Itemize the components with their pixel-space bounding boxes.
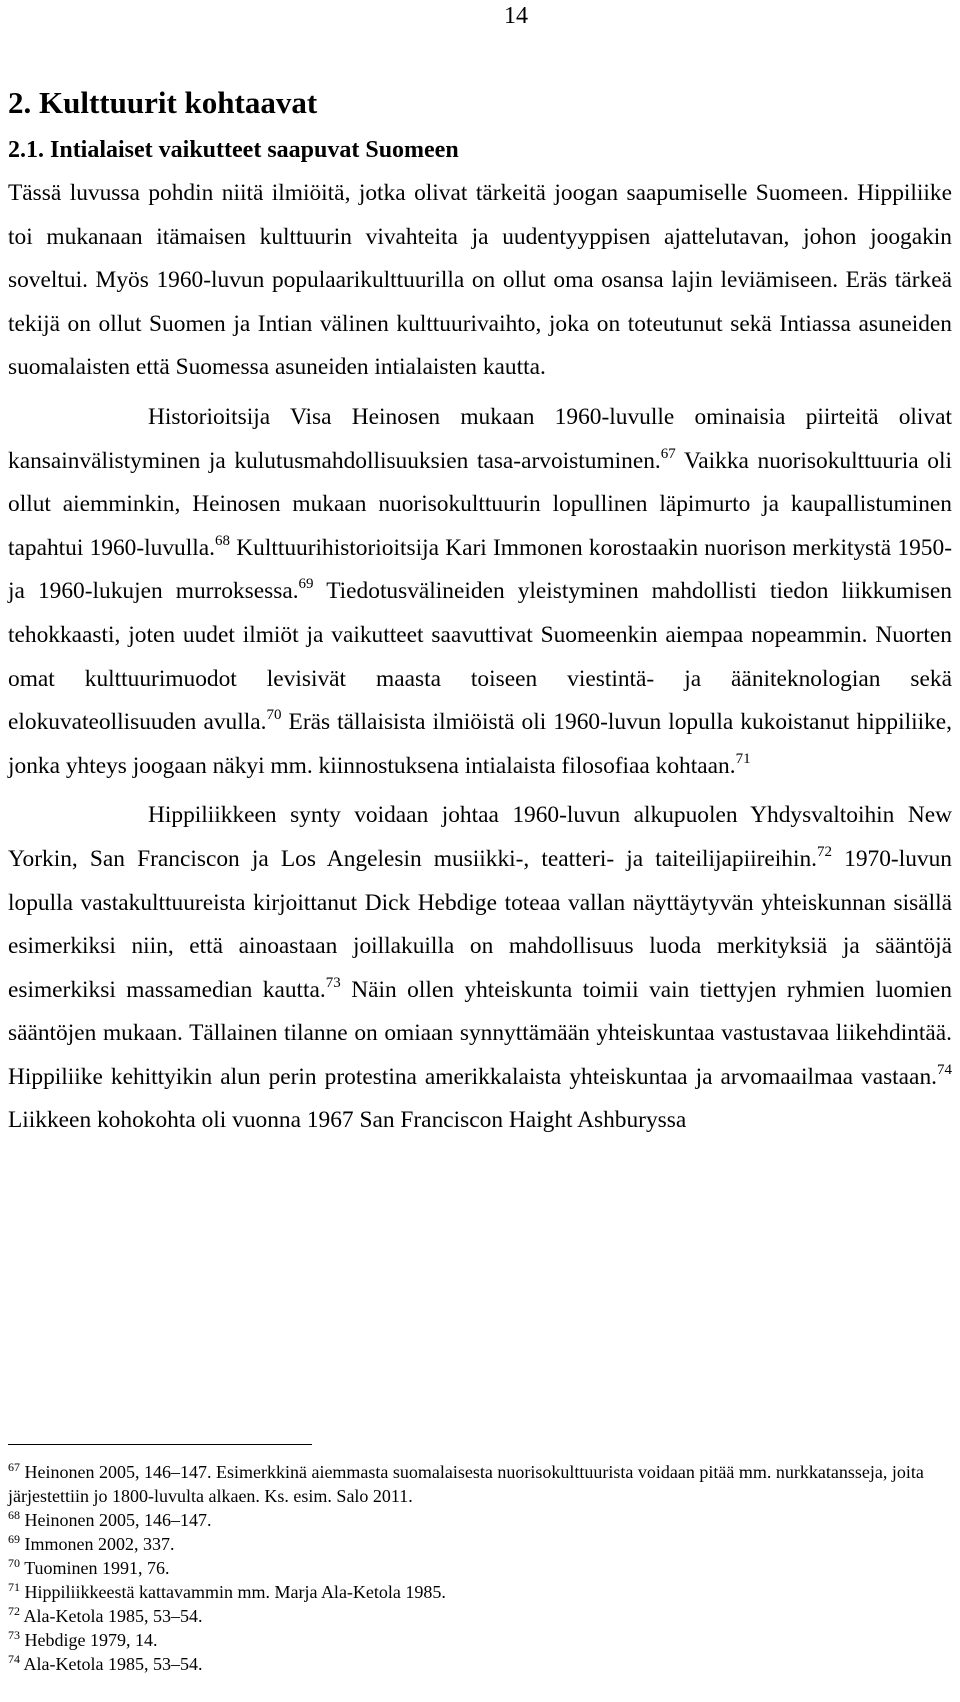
footnote-text: Immonen 2002, 337. [24,1534,175,1554]
footnote-number: 74 [8,1652,20,1666]
paragraph-text: Näin ollen yhteiskunta toimii vain tiettyjen ryhmien luomien sääntöjen mukaan. Tällainen tilanne on omiaan synnyttämään yhteiskuntaa vastustavaa liikehdintää. Hippiliike kehittyikin alun perin protestina amerikkalaista yhteiskuntaa ja arvomaailmaa vastaan. [8,976,952,1090]
footnote-72 [8,1604,952,1628]
footnote-text: Ala-Ketola 1985, 53–54. [23,1606,203,1626]
footnote-ref-70[interactable]: 70 [266,707,282,724]
paragraph-text: Tässä luvussa pohdin niitä ilmiöitä, jotka olivat tärkeitä joogan saapumiselle Suomeen. Hippiliike toi mukanaan itämaisen kulttuurin vivahteita ja uudentyyppisen ajattelutavan, johon joogakin soveltui. Myös 1960-luvun populaarikulttuurilla on ollut oma osansa lajin leviämiseen. Eräs tärkeä tekijä on ollut Suomen ja Intian välinen kulttuurivaihto, joka on toteutunut sekä Intiassa asuneiden suomalaisten että Suomessa asuneiden intialaisten kautta. [8,180,952,381]
paragraph-2 [8,396,952,788]
footnote-ref-74[interactable]: 74 [937,1061,952,1078]
footnote-73 [8,1628,952,1652]
footnote-number: 72 [8,1604,20,1618]
paragraph-text: Hippiliikkeen synty voidaan johtaa 1960-luvun alkupuolen Yhdysvaltoihin New Yorkin, San Franciscon ja Los Angelesin musiikki-, teatteri- ja taiteilijapiireihin. [8,802,952,872]
footnote-number: 68 [8,1508,20,1522]
footnote-69 [8,1532,952,1556]
footnote-ref-72[interactable]: 72 [817,843,833,860]
paragraph-text: Liikkeen kohokohta oli vuonna 1967 San Franciscon Haight Ashburyssa [8,1107,687,1134]
footnote-text: Heinonen 2005, 146–147. Esimerkkinä aiemmasta suomalaisesta nuorisokulttuurista voidaan pitää mm. nurkkatansseja, joita järjestettiin jo 1800-luvulta alkaen. Ks. esim. Salo 2011. [8,1462,924,1506]
footnote-ref-68[interactable]: 68 [214,532,230,549]
footnote-ref-73[interactable]: 73 [325,974,341,991]
chapter-title: 2. Kulttuurit kohtaavat [8,85,318,120]
footnote-70 [8,1556,952,1580]
footnote-number: 71 [8,1580,20,1594]
footnote-68 [8,1508,952,1532]
footnote-71 [8,1580,952,1604]
footnote-74 [8,1652,952,1676]
paragraph-3 [8,794,952,1143]
footnote-67 [8,1460,952,1508]
paragraph-1 [8,172,952,390]
paragraph-text: Vaikka nuorisokulttuuria oli ollut aiemminkin, Heinosen mukaan nuorisokulttuurin lopullinen läpimurto ja kaupallistuminen tapahtui 1960-luvulla. [8,447,952,561]
footnote-text: Tuominen 1991, 76. [24,1558,170,1578]
footnote-number: 69 [8,1532,20,1546]
footnote-text: Hippiliikkeestä kattavammin mm. Marja Ala-Ketola 1985. [24,1582,446,1602]
footnote-number: 70 [8,1556,20,1570]
paragraph-text: Tiedotusvälineiden yleistyminen mahdollisti tiedon liikkumisen tehokkaasti, joten uudet ilmiöt ja vaikutteet saavuttivat Suomeenkin aiempaa nopeammin. Nuorten omat kulttuurimuodot levisivät maasta toiseen viestintä- ja ääniteknologian sekä elokuvateollisuuden avulla. [8,578,952,736]
paragraph-text: Historioitsija Visa Heinosen mukaan 1960-luvulle ominaisia piirteitä olivat kansainvälistyminen ja kulutusmahdollisuuksien tasa-arvoistuminen. [8,403,952,474]
footnote-text: Ala-Ketola 1985, 53–54. [23,1654,203,1674]
paragraph-text: Kulttuurihistorioitsija Kari Immonen korostaakin nuorison merkitystä 1950- ja 1960-lukujen murroksessa. [8,534,952,605]
footnotes [8,1460,952,1676]
footnote-text: Heinonen 2005, 146–147. [24,1510,212,1530]
footnote-ref-67[interactable]: 67 [660,445,676,462]
footnote-text: Hebdige 1979, 14. [24,1630,158,1650]
paragraph-text: Eräs tällaisista ilmiöistä oli 1960-luvun lopulla kukoistanut hippiliike, jonka yhteys joogaan näkyi mm. kiinnostuksena intialaista filosofiaa kohtaan. [8,709,953,779]
page-number: 14 [504,3,528,29]
main-content [8,78,952,1143]
footnote-number: 67 [8,1460,20,1474]
paragraph-text: 1970-luvun lopulla vastakulttuureista kirjoittanut Dick Hebdige toteaa vallan näyttäytyvän yhteiskunnan sisällä esimerkiksi niin, että ainoastaan joillakuilla on mahdollisuus luoda merkityksiä ja sääntöjä esimerkiksi massamedian kautta. [8,845,952,1003]
footnote-number: 73 [8,1628,20,1642]
section-title: 2.1. Intialaiset vaikutteet saapuvat Suomeen [8,137,459,163]
footnote-ref-69[interactable]: 69 [298,576,314,593]
footnote-ref-71[interactable]: 71 [735,750,751,767]
footnote-separator [8,1444,312,1445]
